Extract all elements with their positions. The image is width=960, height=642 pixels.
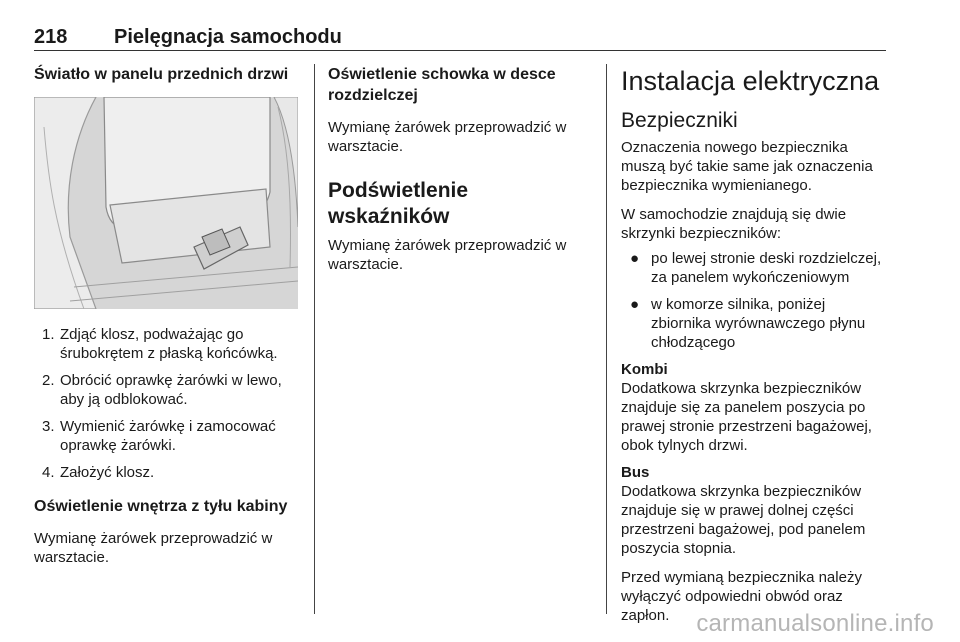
step-number: 1. xyxy=(42,326,55,343)
watermark: carmanualsonline.info xyxy=(696,610,934,637)
step-text: Założyć klosz. xyxy=(60,464,155,481)
list-item-text: w komorze silnika, poniżej zbiornika wyrównawczego płynu chłodzącego xyxy=(651,296,866,351)
list-item xyxy=(621,295,889,352)
column-2 xyxy=(328,64,590,274)
step-item xyxy=(34,463,302,482)
replacement-steps xyxy=(34,325,302,482)
column-3 xyxy=(621,64,889,625)
glovebox-light-heading: Oświetlenie schowka w desce rozdzielczej xyxy=(328,66,556,104)
page-header xyxy=(34,26,886,51)
kombi-label: Kombi xyxy=(621,361,668,378)
step-text: Obrócić oprawkę żarówki w lewo, aby ją odblokować. xyxy=(60,372,282,408)
step-item xyxy=(34,325,302,363)
list-item-text: po lewej stronie deski rozdzielczej, za panelem wykończeniowym xyxy=(651,250,882,286)
step-text: Zdjąć klosz, podważając go śrubokrętem z płaską końcówką. xyxy=(60,326,278,362)
list-item xyxy=(621,249,889,287)
bullet-icon: ● xyxy=(630,296,640,313)
rear-interior-light-heading: Oświetlenie wnętrza z tyłu kabiny xyxy=(34,498,288,515)
door-panel-light-heading: Światło w panelu przednich drzwi xyxy=(34,66,289,83)
bus-text: Dodatkowa skrzynka bezpieczników znajduje się w prawej dolnej części przestrzeni bagażowej, pod panelem poszycia stopnia. xyxy=(621,483,866,557)
bus-label: Bus xyxy=(621,464,650,481)
column-1 xyxy=(34,64,302,567)
bullet-icon: ● xyxy=(630,250,640,267)
glovebox-light-text: Wymianę żarówek przeprowadzić w warsztacie. xyxy=(328,119,567,155)
step-item xyxy=(34,417,302,455)
fuses-heading: Bezpieczniki xyxy=(621,109,738,132)
page-number: 218 xyxy=(34,26,68,48)
column-divider-2 xyxy=(606,64,607,614)
column-divider-1 xyxy=(314,64,315,614)
fuse-marking-text: Oznaczenia nowego bezpiecznika muszą być takie same jak oznaczenia bezpiecznika wymienianego. xyxy=(621,139,873,194)
instrument-lighting-text: Wymianę żarówek przeprowadzić w warsztacie. xyxy=(328,237,567,273)
step-text: Wymienić żarówkę i zamocować oprawkę żarówki. xyxy=(60,418,276,454)
step-number: 3. xyxy=(42,418,55,435)
door-light-illustration xyxy=(34,97,298,309)
fuse-box-locations xyxy=(621,249,889,352)
kombi-text: Dodatkowa skrzynka bezpieczników znajduje się za panelem poszycia po prawej stronie przestrzeni bagażowej, obok tylnych drzwi. xyxy=(621,380,872,454)
fuse-replacement-warning: Przed wymianą bezpiecznika należy wyłączyć odpowiedni obwód oraz zapłon. xyxy=(621,569,862,624)
running-title: Pielęgnacja samochodu xyxy=(114,26,342,48)
instrument-lighting-heading: Podświetlenie wskaźników xyxy=(328,179,469,228)
fuse-boxes-intro: W samochodzie znajdują się dwie skrzynki bezpieczników: xyxy=(621,206,847,242)
electrical-system-heading: Instalacja elektryczna xyxy=(621,66,880,96)
rear-interior-light-text: Wymianę żarówek przeprowadzić w warsztacie. xyxy=(34,530,273,566)
step-number: 4. xyxy=(42,464,55,481)
door-light-drawing xyxy=(34,97,298,309)
step-number: 2. xyxy=(42,372,55,389)
step-item xyxy=(34,371,302,409)
